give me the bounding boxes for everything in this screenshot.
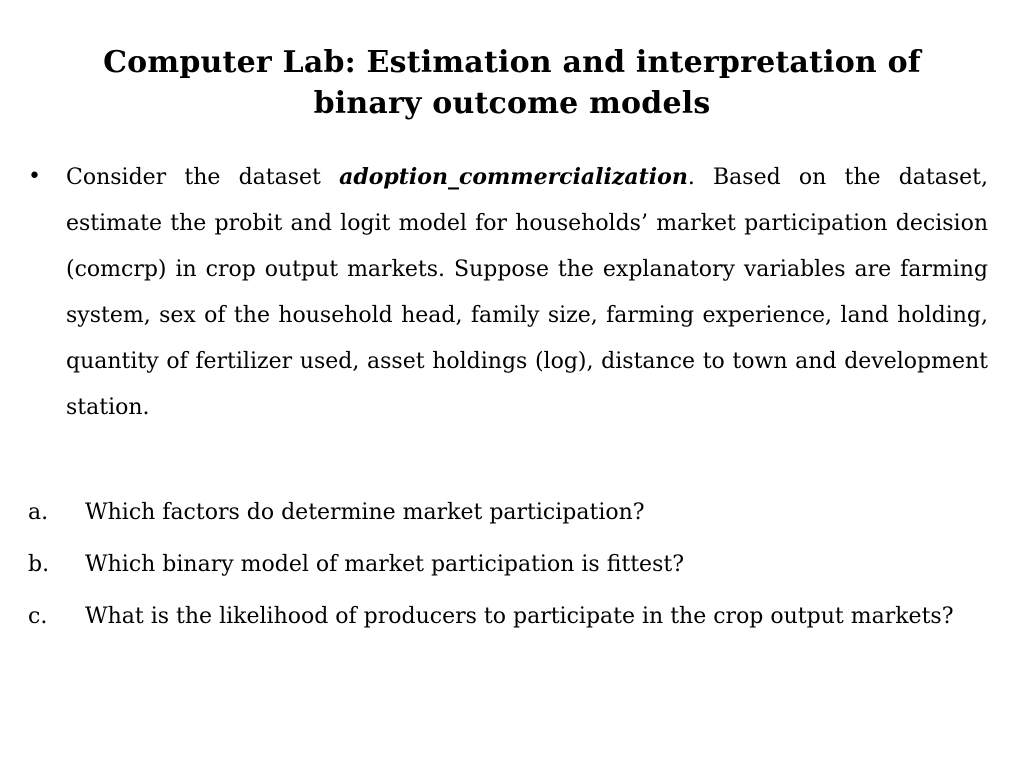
instruction-text-after: . Based on the dataset, estimate the probit and logit model for households’ market participation decision (comcrp) in crop output markets. Suppose the explanatory variables are farming system, sex of the household head, family size, farming experience, land holding, quantity of fertilizer used, asset holdings (log), distance to town and development station. [66, 165, 988, 420]
bullet-marker: • [28, 164, 41, 189]
question-letter: b. [28, 552, 50, 577]
question-item-a [28, 490, 988, 536]
question-text: Which binary model of market participation is fittest? [85, 552, 684, 577]
question-item-c [28, 594, 988, 640]
question-list [28, 490, 988, 646]
dataset-name: adoption_commercialization [339, 164, 688, 190]
question-letter: a. [28, 500, 49, 525]
instruction-bullet [28, 154, 988, 431]
question-item-b [28, 542, 988, 588]
question-text: What is the likelihood of producers to participate in the crop output markets? [85, 604, 954, 629]
instruction-text [66, 154, 988, 431]
instruction-text-before: Consider the dataset [66, 165, 340, 190]
question-text: Which factors do determine market participation? [85, 500, 645, 525]
question-letter: c. [28, 604, 48, 629]
slide-title: Computer Lab: Estimation and interpretation of binary outcome models [103, 45, 921, 121]
